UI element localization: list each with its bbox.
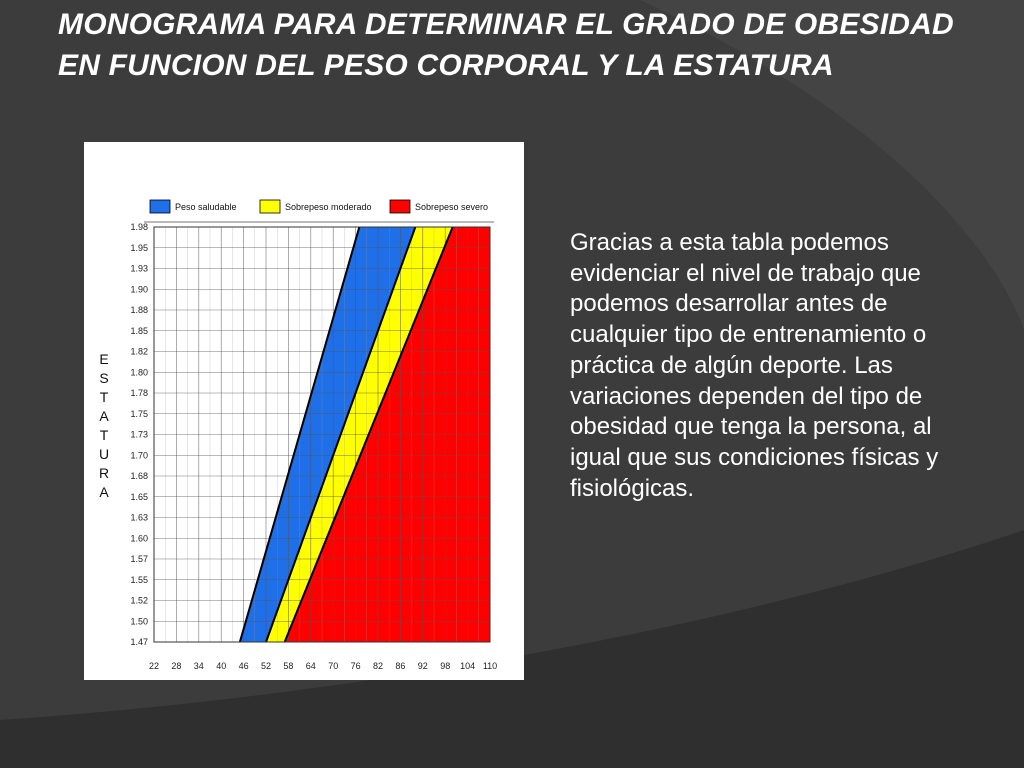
y-tick-label: 1.70 [130, 450, 148, 461]
x-tick-label: 82 [372, 661, 384, 671]
x-tick-label: 110 [482, 661, 498, 671]
y-tick-label: 1.63 [130, 512, 148, 523]
y-tick-label: 1.78 [130, 388, 148, 398]
y-tick-label: 1.88 [130, 305, 148, 315]
y-tick-label: 1.65 [130, 491, 148, 502]
x-tick-label: 92 [417, 661, 428, 671]
y-axis-label-letter: S [99, 370, 109, 386]
y-axis-label-letter: A [99, 408, 109, 424]
x-tick-label: 34 [193, 661, 204, 671]
legend-swatch [150, 200, 170, 213]
x-tick-label: 98 [440, 661, 451, 671]
x-tick-label: 76 [350, 661, 361, 671]
y-tick-label: 1.50 [130, 616, 148, 627]
y-axis-label-letter: E [99, 351, 109, 367]
y-axis-label-letter: U [98, 446, 110, 462]
y-tick-label: 1.93 [130, 263, 148, 274]
y-axis-label-letter: R [98, 465, 110, 481]
y-tick-label: 1.68 [130, 471, 148, 481]
slide-title: MONOGRAMA PARA DETERMINAR EL GRADO DE OBESIDAD EN FUNCION DEL PESO CORPORAL Y LA ESTATURA [58, 8, 954, 82]
y-tick-label: 1.73 [130, 429, 148, 440]
obesity-nomogram-chart [84, 142, 524, 680]
y-axis-label-letter: T [99, 389, 109, 405]
x-tick-label: 46 [238, 661, 249, 671]
y-tick-label: 1.90 [130, 284, 148, 295]
x-tick-label: 22 [148, 661, 160, 671]
y-tick-label: 1.47 [130, 637, 148, 647]
x-tick-label: 86 [395, 661, 406, 671]
chart-panel [84, 142, 524, 680]
x-tick-label: 28 [171, 661, 182, 671]
y-tick-label: 1.82 [130, 346, 148, 357]
x-tick-label: 58 [283, 661, 294, 671]
y-tick-label: 1.60 [130, 533, 148, 544]
x-tick-label: 70 [328, 661, 339, 671]
legend-label: Sobrepeso severo [415, 202, 489, 212]
y-tick-label: 1.52 [130, 595, 148, 606]
y-tick-label: 1.55 [130, 574, 148, 585]
y-tick-label: 1.98 [130, 222, 148, 232]
slide-body-text: Gracias a esta tabla podemos evidenciar el nivel de trabajo que podemos desarrollar antes de cualquier tipo de entrenamiento o práctica de algún deporte. Las variaciones dependen del tipo de obesidad que tenga la persona, al igual que sus condiciones físicas y fisiológicas. [570, 229, 939, 502]
legend-label: Peso saludable [175, 202, 237, 212]
y-axis-label-letter: A [99, 484, 109, 500]
x-tick-label: 52 [260, 661, 272, 671]
y-tick-label: 1.85 [130, 325, 148, 336]
legend-swatch [390, 200, 410, 213]
y-tick-label: 1.95 [130, 242, 148, 253]
legend-swatch [260, 200, 280, 213]
x-tick-label: 104 [460, 661, 476, 671]
x-tick-label: 40 [216, 661, 227, 671]
y-tick-label: 1.57 [130, 554, 148, 564]
x-tick-label: 64 [305, 661, 316, 671]
legend-label: Sobrepeso moderado [285, 202, 372, 212]
y-tick-label: 1.80 [130, 367, 148, 378]
y-tick-label: 1.75 [130, 408, 148, 419]
y-axis-label-letter: T [99, 427, 109, 443]
